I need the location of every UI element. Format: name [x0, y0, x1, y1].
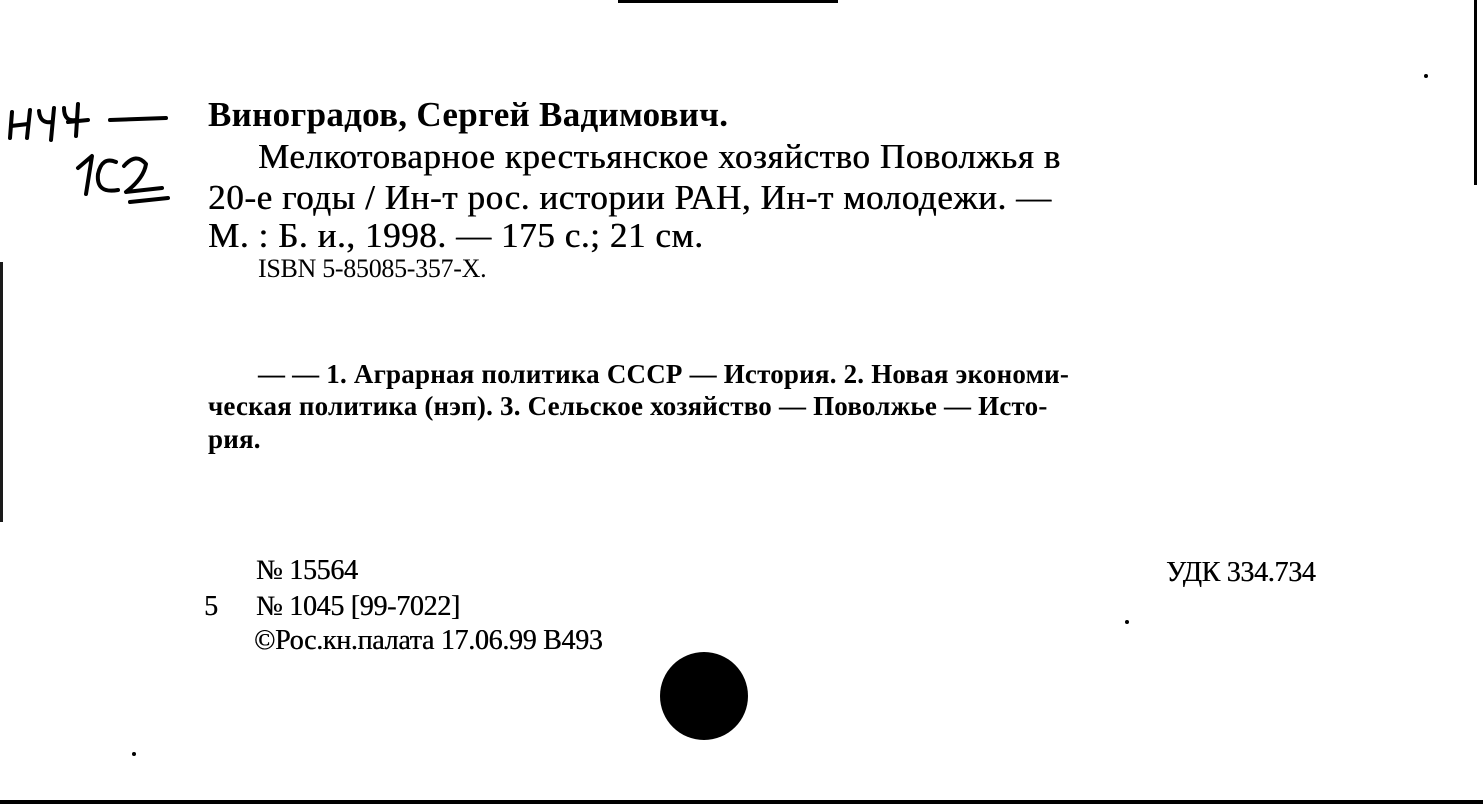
- left-edge-mark: [0, 262, 3, 522]
- subject-line-1: — — 1. Аграрная политика СССР — История. 2. Новая экономи-: [258, 359, 1070, 389]
- speck: [132, 752, 136, 756]
- subject-line-3: рия.: [208, 424, 261, 454]
- card-number: № 15564: [256, 555, 358, 586]
- speck: [1424, 74, 1428, 78]
- isbn: ISBN 5-85085-357-X.: [258, 254, 487, 283]
- speck: [1125, 620, 1129, 624]
- title-line-3: М. : Б. и., 1998. — 175 с.; 21 см.: [208, 216, 704, 255]
- bottom-edge-line: [0, 800, 1483, 804]
- udc-code: УДК 334.734: [1166, 557, 1316, 588]
- book-chamber-stamp: ©Рос.кн.палата 17.06.99 В493: [254, 625, 603, 656]
- title-line-1: Мелкотоварное крестьянское хозяйство Поволжья в: [258, 137, 1061, 176]
- handwritten-shelfmark: [6, 94, 176, 204]
- copies-count: 5: [204, 591, 218, 622]
- title-line-2: 20-е годы / Ин-т рос. истории РАН, Ин-т молодежи. —: [208, 178, 1052, 217]
- author-heading: Виноградов, Сергей Вадимович.: [208, 95, 729, 134]
- subject-line-2: ческая политика (нэп). 3. Сельское хозяйство — Поволжье — Исто-: [208, 391, 1048, 421]
- punch-hole: [660, 652, 748, 740]
- registration-number: № 1045 [99-7022]: [256, 591, 460, 622]
- right-edge-mark: [1474, 0, 1477, 185]
- top-edge-mark: [618, 0, 838, 3]
